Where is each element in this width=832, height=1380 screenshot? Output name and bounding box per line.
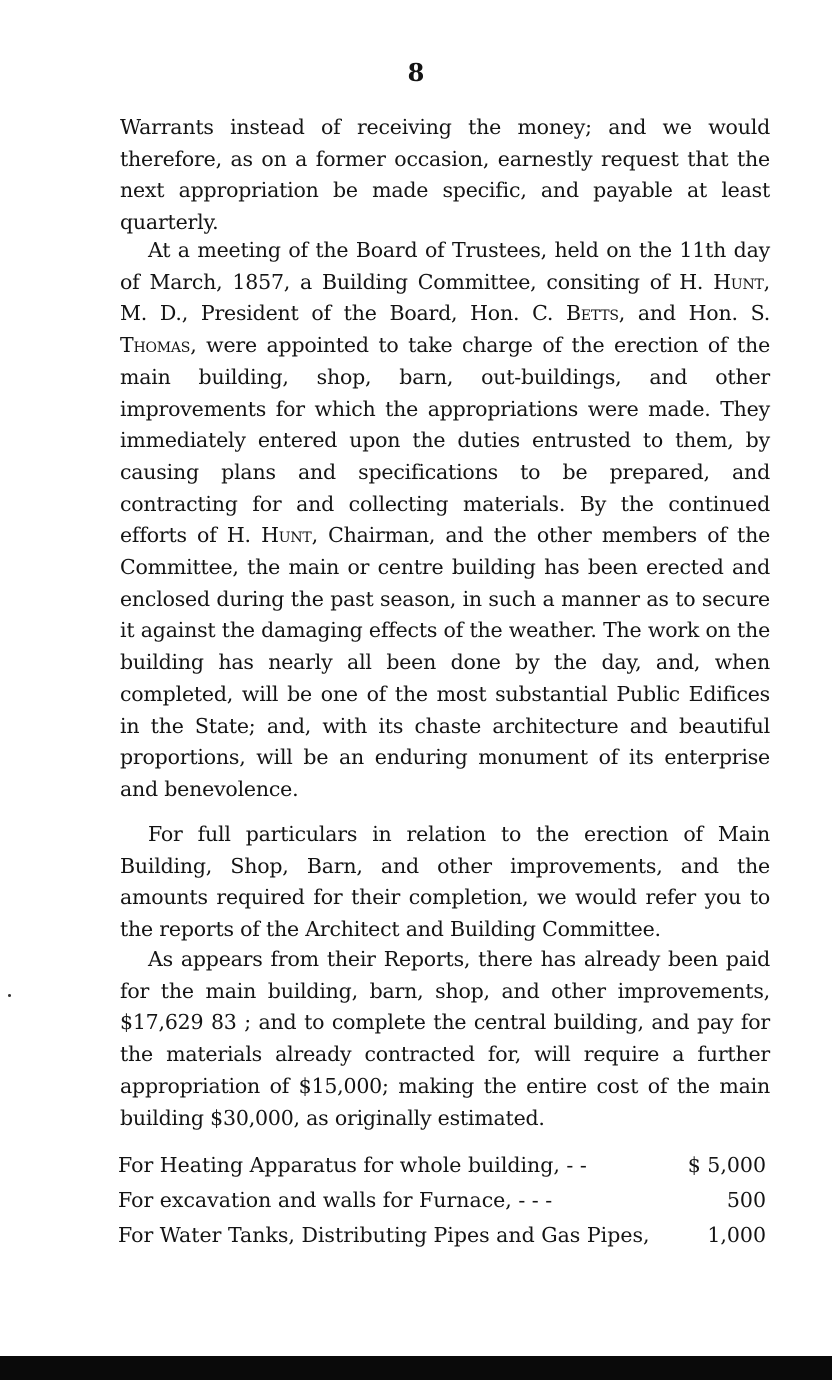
paragraph-text: Warrants instead of receiving the money; and we would therefore, as on a former occasion, earnestly request that the next appropriation be made specific, and payable at least quarterly. — [120, 115, 770, 235]
estimate-item: For Water Tanks, Distributing Pipes and Gas Pipes, — [118, 1223, 650, 1247]
scan-edge-bar — [0, 1356, 832, 1380]
page-number: 8 — [407, 58, 425, 87]
person-name: Thomas — [120, 333, 191, 358]
text-run: At a meeting of the Board of Trustees, held on the 11th day of March, 1857, a Building Committee, consiting of H. — [120, 238, 770, 294]
person-name: Betts — [565, 301, 619, 326]
estimate-amount: 500 — [726, 1188, 766, 1212]
text-run: , were appointed to take charge of the erection of the main building, shop, barn, out-buildings, and other improvements for which the appropriations were made. They immediately entered upon the duties entrusted to them, by causing plans and specifications to be prepared, and contracting for and collecting materials. By the continued efforts of H. — [120, 333, 770, 548]
text-run: , M. D., President of the Board, Hon. C. — [120, 269, 770, 326]
estimate-amount: $ 5,000 — [687, 1153, 766, 1177]
estimates-list — [118, 1148, 766, 1253]
estimate-row — [118, 1183, 766, 1218]
estimate-item: For Heating Apparatus for whole building, - - — [118, 1153, 587, 1177]
paragraph-text: For full particulars in relation to the erection of Main Building, Shop, Barn, and other improvements, and the amounts required for their completion, we would refer you to the reports of the Architect and Building Committee. — [120, 822, 770, 942]
estimate-row — [118, 1218, 766, 1253]
text-run: , Chairman, and the other members of the Committee, the main or centre building has been erected and enclosed during the past season, in such a manner as to secure it against the damaging effects of the weather. The work on the building has nearly all been done by the day, and, when completed, will be one of the most substantial Public Edifices in the State; and, with its chaste architecture and beautiful proportions, will be an enduring monument of its enterprise and benevolence. — [120, 523, 771, 801]
paragraph-text: As appears from their Reports, there has already been paid for the main building, barn, shop, and other improvements, $17,629 83 ; and to complete the central building, and pay for the materials already contracted for, will require a further appropriation of $15,000; making the entire cost of the main building $30,000, as originally estimated. — [120, 947, 770, 1130]
scan-speck — [8, 994, 11, 997]
estimate-amount: 1,000 — [707, 1223, 766, 1247]
person-name: Hunt — [261, 523, 312, 548]
estimate-row — [118, 1148, 766, 1183]
paragraph-text — [120, 235, 770, 806]
paragraph-building-committee — [120, 235, 770, 806]
person-name: Hunt — [713, 269, 764, 294]
text-run: , and Hon. S. — [618, 301, 771, 326]
paragraph-reports — [120, 944, 770, 1134]
paragraph-warrants — [120, 112, 770, 239]
estimate-item: For excavation and walls for Furnace, - - - — [118, 1188, 553, 1212]
paragraph-particulars — [120, 819, 770, 946]
